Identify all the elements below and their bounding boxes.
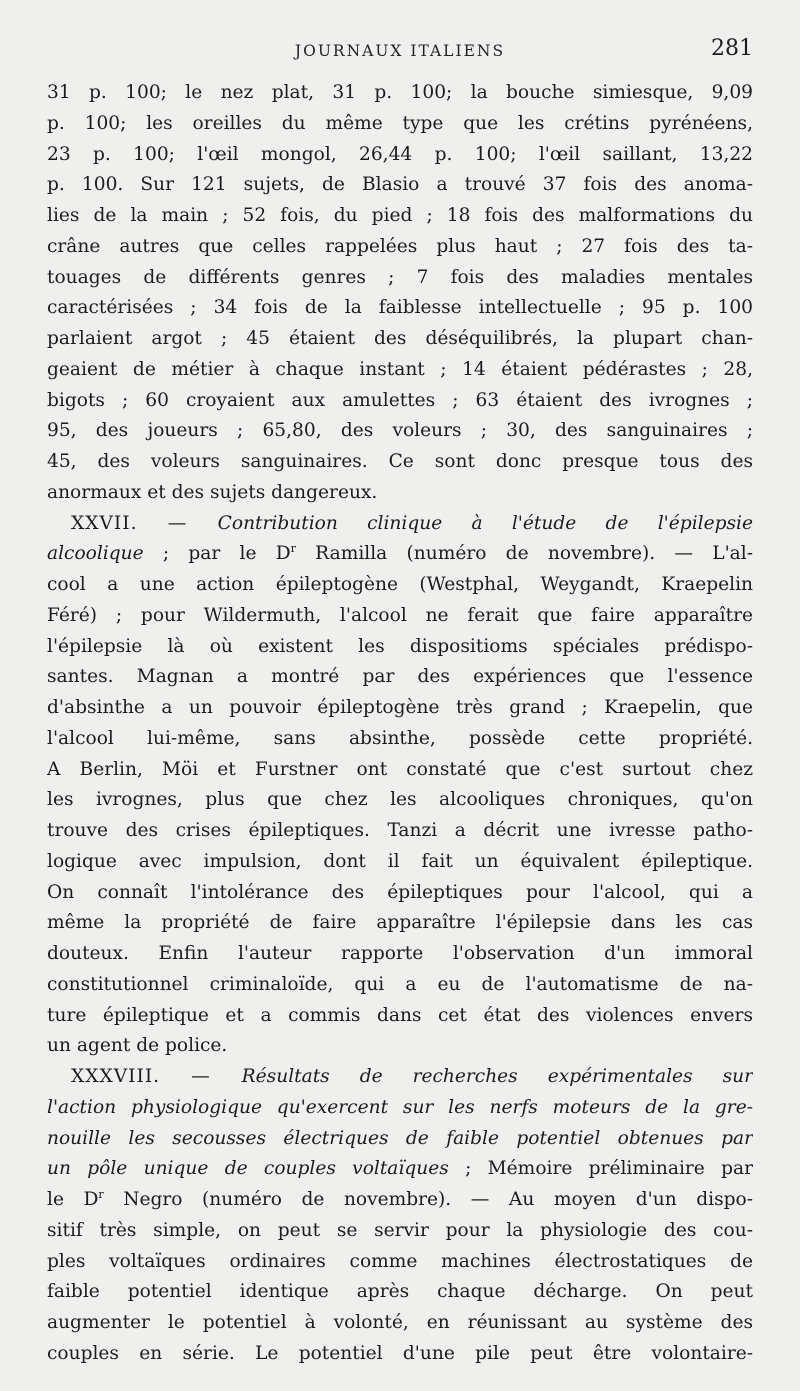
text-line: [47, 1093, 753, 1124]
text-line: [47, 724, 753, 755]
text-segment: On connaît l'intolérance des épileptiques pour l'alcool, qui a: [47, 881, 753, 903]
text-line: [47, 509, 753, 540]
text-line: [47, 601, 753, 632]
text-line: [47, 878, 753, 909]
text-segment: XXXVIII. —: [71, 1066, 242, 1087]
text-line: [47, 908, 753, 939]
text-segment: ; Mémoire préliminaire par: [448, 1158, 753, 1180]
text-segment: trouve des crises épileptiques. Tanzi a décrit une ivresse patho-: [47, 820, 753, 841]
text-line: [47, 970, 753, 1001]
text-line: [47, 355, 753, 386]
superscript: r: [290, 542, 296, 556]
text-line: [47, 478, 753, 509]
text-line: [47, 1216, 753, 1247]
text-line: [47, 1154, 753, 1185]
text-segment: le D: [47, 1189, 99, 1210]
text-line: [47, 847, 753, 878]
text-line: [47, 1062, 753, 1093]
text-line: [47, 140, 753, 171]
page-number: 281: [711, 36, 753, 61]
text-segment: couples en série. Le potentiel d'une pile peut être volontaire-: [47, 1342, 753, 1364]
text-line: [47, 632, 753, 663]
text-line: [47, 109, 753, 140]
text-segment: 45, des voleurs sanguinaires. Ce sont donc presque tous des: [47, 451, 753, 472]
text-line: [47, 447, 753, 478]
text-segment: geaient de métier à chaque instant ; 14 étaient pédérastes ; 28,: [47, 358, 753, 380]
italic-text: l'action physiologique qu'exercent sur les nerfs moteurs de la gre-: [47, 1096, 753, 1118]
text-segment: Negro (numéro de novembre). — Au moyen d'un dispo-: [103, 1189, 753, 1210]
italic-text: Résultats de recherches expérimentales sur: [241, 1066, 753, 1087]
text-line: [47, 662, 753, 693]
text-line: [47, 1247, 753, 1278]
text-line: [47, 1185, 753, 1216]
text-segment: A Berlin, Möi et Furstner ont constaté que c'est surtout chez: [47, 758, 753, 780]
text-segment: Féré) ; pour Wildermuth, l'alcool ne ferait que faire apparaître: [47, 604, 753, 626]
text-line: [47, 939, 753, 970]
text-line: [47, 570, 753, 601]
text-segment: l'épilepsie là où existent les dispositioms spéciales prédispo-: [47, 635, 753, 657]
text-segment: bigots ; 60 croyaient aux amulettes ; 63 étaient des ivrognes ;: [47, 389, 753, 411]
text-segment: touages de différents genres ; 7 fois des maladies mentales: [47, 266, 753, 288]
text-line: [47, 293, 753, 324]
text-segment: 23 p. 100; l'œil mongol, 26,44 p. 100; l'œil saillant, 13,22: [47, 143, 753, 165]
text-line: [47, 785, 753, 816]
text-segment: cool a une action épileptogène (Westphal, Weygandt, Kraepelin: [47, 574, 753, 595]
running-title: JOURNAUX ITALIENS: [294, 42, 506, 60]
text-segment: ; par le D: [143, 543, 291, 565]
text-segment: p. 100. Sur 121 sujets, de Blasio a trouvé 37 fois des anoma-: [47, 174, 753, 196]
text-line: [47, 1031, 753, 1062]
text-segment: santes. Magnan a montré par des expériences que l'essence: [47, 666, 753, 688]
italic-text: alcoolique: [47, 543, 144, 565]
text-segment: XXVII. —: [71, 512, 218, 534]
italic-text: Contribution clinique à l'étude de l'épilepsie: [217, 512, 753, 534]
text-line: [47, 539, 753, 570]
text-segment: d'absinthe a un pouvoir épileptogène très grand ; Kraepelin, que: [47, 697, 753, 718]
text-segment: sitif très simple, on peut se servir pour la physiologie des cou-: [47, 1219, 753, 1241]
text-line: [47, 1339, 753, 1370]
text-line: [47, 386, 753, 417]
text-segment: l'alcool lui-même, sans absinthe, possède cette propriété.: [47, 727, 753, 749]
superscript: r: [98, 1187, 104, 1201]
text-segment: un agent de police.: [47, 1035, 228, 1057]
text-segment: 95, des joueurs ; 65,80, des voleurs ; 30, des sanguinaires ;: [47, 420, 753, 442]
text-line: [47, 78, 753, 109]
body-text: [47, 78, 753, 1370]
text-line: [47, 263, 753, 294]
text-line: [47, 324, 753, 355]
text-line: [47, 416, 753, 447]
text-segment: Ramilla (numéro de novembre). — L'al-: [295, 543, 753, 565]
text-line: [47, 693, 753, 724]
text-line: [47, 755, 753, 786]
text-line: [47, 170, 753, 201]
text-segment: faible potentiel identique après chaque décharge. On peut: [47, 1281, 753, 1303]
italic-text: nouille les secousses électriques de faible potentiel obtenues par: [47, 1127, 753, 1149]
text-segment: logique avec impulsion, dont il fait un équivalent épileptique.: [47, 850, 753, 872]
text-line: [47, 201, 753, 232]
text-line: [47, 1277, 753, 1308]
text-segment: anormaux et des sujets dangereux.: [47, 481, 378, 503]
text-segment: lies de la main ; 52 fois, du pied ; 18 fois des malformations du: [47, 205, 753, 226]
text-line: [47, 1001, 753, 1032]
text-segment: douteux. Enfin l'auteur rapporte l'observation d'un immoral: [47, 943, 753, 964]
text-segment: parlaient argot ; 45 étaient des déséquilibrés, la plupart chan-: [47, 328, 753, 349]
text-segment: constitutionnel criminaloïde, qui a eu de l'automatisme de na-: [47, 973, 753, 995]
italic-text: un pôle unique de couples voltaïques: [47, 1158, 449, 1180]
text-line: [47, 1124, 753, 1155]
page-header: [0, 34, 800, 70]
text-segment: même la propriété de faire apparaître l'épilepsie dans les cas: [47, 912, 753, 934]
text-line: [47, 816, 753, 847]
text-segment: ture épileptique et a commis dans cet état des violences envers: [47, 1004, 753, 1026]
text-segment: p. 100; les oreilles du même type que les crétins pyrénéens,: [47, 112, 753, 134]
text-segment: caractérisées ; 34 fois de la faiblesse intellectuelle ; 95 p. 100: [47, 297, 753, 319]
text-segment: les ivrognes, plus que chez les alcooliques chroniques, qu'on: [47, 789, 753, 811]
text-segment: 31 p. 100; le nez plat, 31 p. 100; la bouche simiesque, 9,09: [47, 82, 753, 103]
text-segment: augmenter le potentiel à volonté, en réunissant au système des: [47, 1312, 753, 1333]
text-segment: ples voltaïques ordinaires comme machines électrostatiques de: [47, 1250, 753, 1272]
text-line: [47, 232, 753, 263]
text-segment: crâne autres que celles rappelées plus haut ; 27 fois des ta-: [47, 235, 753, 257]
text-line: [47, 1308, 753, 1339]
